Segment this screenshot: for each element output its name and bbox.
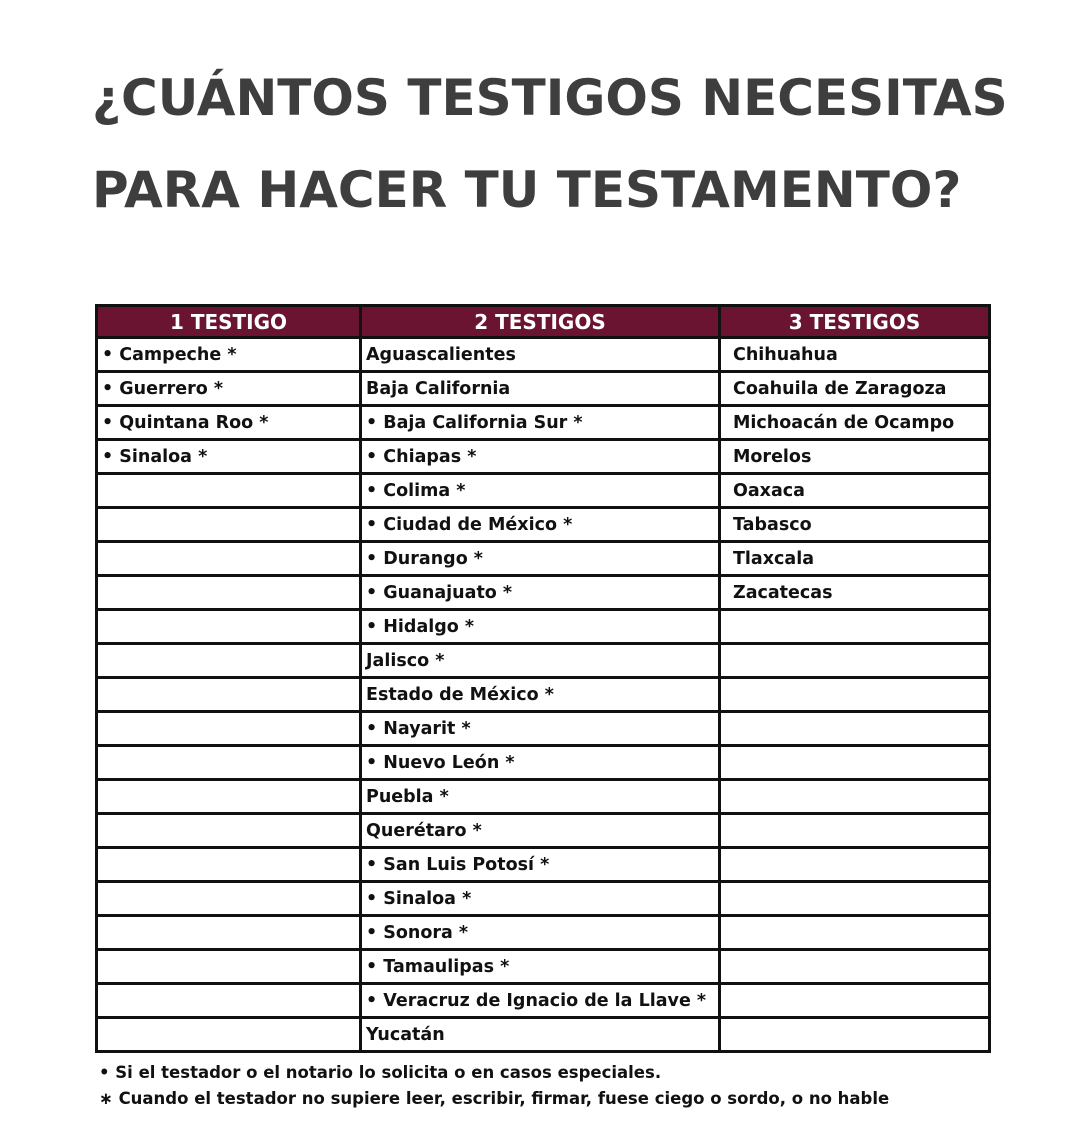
cell-one-witness	[97, 746, 361, 780]
cell-one-witness	[97, 474, 361, 508]
cell-two-witnesses: • Guanajuato *	[361, 576, 720, 610]
footnotes	[99, 1060, 889, 1112]
table-row	[97, 984, 990, 1018]
table-row	[97, 508, 990, 542]
table-row	[97, 950, 990, 984]
cell-three-witnesses	[720, 678, 990, 712]
cell-one-witness	[97, 950, 361, 984]
header-2-testigos: 2 TESTIGOS	[361, 306, 720, 338]
cell-three-witnesses	[720, 1018, 990, 1052]
cell-three-witnesses	[720, 780, 990, 814]
cell-three-witnesses	[720, 848, 990, 882]
cell-three-witnesses	[720, 644, 990, 678]
table-row	[97, 712, 990, 746]
cell-three-witnesses: Tlaxcala	[720, 542, 990, 576]
page-title	[92, 52, 1008, 236]
cell-one-witness	[97, 712, 361, 746]
cell-three-witnesses	[720, 814, 990, 848]
table-body	[97, 338, 990, 1052]
table-row	[97, 882, 990, 916]
cell-two-witnesses: Puebla *	[361, 780, 720, 814]
title-line-1: ¿CUÁNTOS TESTIGOS NECESITAS	[92, 69, 1008, 127]
cell-two-witnesses: • San Luis Potosí *	[361, 848, 720, 882]
cell-one-witness	[97, 848, 361, 882]
cell-one-witness	[97, 644, 361, 678]
table-row	[97, 542, 990, 576]
cell-three-witnesses	[720, 984, 990, 1018]
table-row	[97, 1018, 990, 1052]
cell-two-witnesses: • Colima *	[361, 474, 720, 508]
cell-two-witnesses: Jalisco *	[361, 644, 720, 678]
table-row	[97, 644, 990, 678]
witnesses-table	[95, 304, 991, 1053]
table-row	[97, 780, 990, 814]
cell-three-witnesses	[720, 610, 990, 644]
table-row	[97, 814, 990, 848]
cell-one-witness	[97, 542, 361, 576]
cell-two-witnesses: Aguascalientes	[361, 338, 720, 372]
cell-two-witnesses: • Durango *	[361, 542, 720, 576]
cell-two-witnesses: Querétaro *	[361, 814, 720, 848]
table-row	[97, 406, 990, 440]
cell-three-witnesses: Coahuila de Zaragoza	[720, 372, 990, 406]
cell-two-witnesses: • Tamaulipas *	[361, 950, 720, 984]
cell-one-witness	[97, 610, 361, 644]
header-3-testigos: 3 TESTIGOS	[720, 306, 990, 338]
cell-one-witness	[97, 882, 361, 916]
header-1-testigo: 1 TESTIGO	[97, 306, 361, 338]
cell-two-witnesses: • Veracruz de Ignacio de la Llave *	[361, 984, 720, 1018]
cell-three-witnesses: Michoacán de Ocampo	[720, 406, 990, 440]
cell-two-witnesses: • Ciudad de México *	[361, 508, 720, 542]
cell-one-witness: • Guerrero *	[97, 372, 361, 406]
footnote-asterisk: ∗ Cuando el testador no supiere leer, escribir, firmar, fuese ciego o sordo, o no hable	[99, 1089, 890, 1108]
cell-two-witnesses: Estado de México *	[361, 678, 720, 712]
cell-three-witnesses	[720, 746, 990, 780]
cell-three-witnesses: Zacatecas	[720, 576, 990, 610]
cell-two-witnesses: Yucatán	[361, 1018, 720, 1052]
cell-one-witness	[97, 1018, 361, 1052]
cell-one-witness	[97, 678, 361, 712]
cell-one-witness	[97, 508, 361, 542]
cell-three-witnesses: Tabasco	[720, 508, 990, 542]
cell-three-witnesses: Chihuahua	[720, 338, 990, 372]
table-row	[97, 440, 990, 474]
table-row	[97, 576, 990, 610]
cell-three-witnesses	[720, 882, 990, 916]
title-line-2: PARA HACER TU TESTAMENTO?	[92, 161, 962, 219]
cell-one-witness: • Campeche *	[97, 338, 361, 372]
table-row	[97, 474, 990, 508]
cell-one-witness: • Quintana Roo *	[97, 406, 361, 440]
cell-one-witness	[97, 576, 361, 610]
cell-one-witness	[97, 780, 361, 814]
table-row	[97, 372, 990, 406]
cell-one-witness	[97, 916, 361, 950]
cell-two-witnesses: • Baja California Sur *	[361, 406, 720, 440]
table-row	[97, 916, 990, 950]
cell-three-witnesses: Oaxaca	[720, 474, 990, 508]
cell-two-witnesses: Baja California	[361, 372, 720, 406]
cell-one-witness	[97, 984, 361, 1018]
cell-one-witness: • Sinaloa *	[97, 440, 361, 474]
table-row	[97, 610, 990, 644]
cell-three-witnesses	[720, 950, 990, 984]
cell-two-witnesses: • Hidalgo *	[361, 610, 720, 644]
cell-two-witnesses: • Nayarit *	[361, 712, 720, 746]
cell-three-witnesses: Morelos	[720, 440, 990, 474]
cell-two-witnesses: • Sonora *	[361, 916, 720, 950]
table-row	[97, 338, 990, 372]
cell-three-witnesses	[720, 916, 990, 950]
footnote-dot: • Si el testador o el notario lo solicita o en casos especiales.	[99, 1063, 662, 1082]
table-row	[97, 848, 990, 882]
cell-three-witnesses	[720, 712, 990, 746]
cell-two-witnesses: • Chiapas *	[361, 440, 720, 474]
cell-two-witnesses: • Nuevo León *	[361, 746, 720, 780]
cell-one-witness	[97, 814, 361, 848]
table-row	[97, 678, 990, 712]
table-row	[97, 746, 990, 780]
cell-two-witnesses: • Sinaloa *	[361, 882, 720, 916]
table-header-row	[97, 306, 990, 338]
